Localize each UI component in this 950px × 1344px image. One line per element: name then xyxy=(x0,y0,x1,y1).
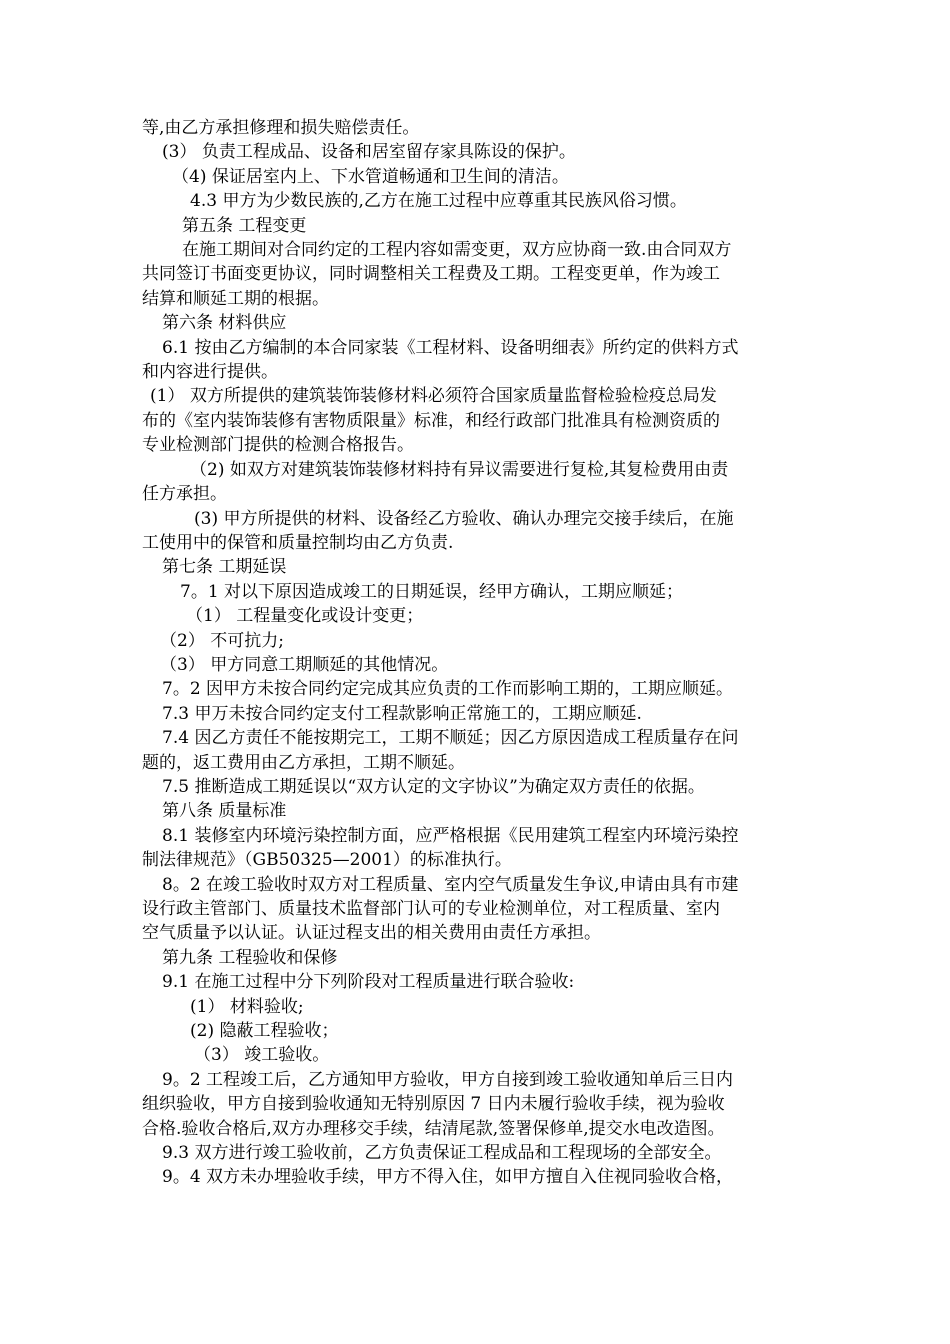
paragraph-line: 和内容进行提供。 xyxy=(142,362,278,383)
section-heading: 第五条 工程变更 xyxy=(182,215,307,236)
clause-item: 8.1 装修室内环境污染控制方面，应严格根据《民用建筑工程室内环境污染控 xyxy=(162,825,739,846)
clause-item: 4.3 甲方为少数民族的,乙方在施工过程中应尊重其民族风俗习惯。 xyxy=(190,191,687,212)
list-item: （2） 不可抗力; xyxy=(160,630,284,651)
paragraph-line: 题的，返工费用由乙方承担，工期不顺延。 xyxy=(142,752,465,773)
list-item: （1） 工程量变化或设计变更； xyxy=(186,606,424,627)
clause-item: 9。4 双方未办埋验收手续，甲方不得入住，如甲方擅自入住视同验收合格， xyxy=(162,1167,734,1188)
clause-item: 7.3 甲万未按合同约定支付工程款影响正常施工的，工期应顺延. xyxy=(162,703,642,724)
paragraph-line: 结算和顺延工期的根据。 xyxy=(142,288,329,309)
list-item: (1） 双方所提供的建筑装饰装修材料必须符合国家质量监督检验检疫总局发 xyxy=(150,386,717,407)
list-item: （3） 甲方同意工期顺延的其他情况。 xyxy=(160,654,449,675)
clause-item: 6.1 按由乙方编制的本合同家装《工程材料、设备明细表》所约定的供料方式 xyxy=(162,337,739,358)
section-heading: 第九条 工程验收和保修 xyxy=(162,947,338,968)
paragraph-line: 设行政主管部门、质量技术监督部门认可的专业检测单位，对工程质量、室内 xyxy=(142,899,720,919)
paragraph-line: 共同签订书面变更协议，同时调整相关工程费及工期。工程变更单，作为竣工 xyxy=(142,264,720,285)
clause-item: 7.4 因乙方责任不能按期完工，工期不顺延；因乙方原因造成工程质量存在问 xyxy=(162,728,739,749)
clause-item: 7.5 推断造成工期延误以“双方认定的文字协议”为确定双方责任的依据。 xyxy=(162,776,705,797)
clause-item: 9.3 双方进行竣工验收前，乙方负责保证工程成品和工程现场的全部安全。 xyxy=(162,1143,722,1164)
paragraph-line: 合格.验收合格后,双方办理移交手续，结清尾款,签署保修单,提交水电改造图。 xyxy=(142,1118,725,1139)
text-line: 等,由乙方承担修理和损失赔偿责任。 xyxy=(142,118,420,138)
list-item: （3） 竣工验收。 xyxy=(194,1045,330,1066)
list-item: (2) 隐蔽工程验收； xyxy=(190,1021,339,1042)
document-page xyxy=(142,116,812,1190)
section-heading: 第八条 质量标准 xyxy=(162,801,287,822)
paragraph-line: 任方承担。 xyxy=(142,484,227,505)
list-item: (1） 材料验收; xyxy=(190,996,304,1017)
paragraph-line: 布的《室内装饰装修有害物质限量》标准，和经行政部门批准具有检测资质的 xyxy=(142,410,720,431)
paragraph-line: 在施工期间对合同约定的工程内容如需变更，双方应协商一致.由合同双方 xyxy=(182,240,732,261)
clause-item: 7。1 对以下原因造成竣工的日期延误，经甲方确认，工期应顺延； xyxy=(180,581,684,602)
list-item: （4) 保证居室内上、下水管道畅通和卫生间的清洁。 xyxy=(172,166,569,187)
clause-item: 9.1 在施工过程中分下列阶段对工程质量进行联合验收: xyxy=(162,972,575,993)
section-heading: 第六条 材料供应 xyxy=(162,313,287,334)
clause-item: 9。2 工程竣工后，乙方通知甲方验收，甲方自接到竣工验收通知单后三日内 xyxy=(162,1069,734,1090)
list-item: (3） 负责工程成品、设备和居室留存家具陈设的保护。 xyxy=(162,142,576,163)
paragraph-line: 专业检测部门提供的检测合格报告。 xyxy=(142,435,414,456)
paragraph-line: 制法律规范》（GB50325—2001）的标准执行。 xyxy=(142,850,512,871)
paragraph-line: 工使用中的保管和质量控制均由乙方负责. xyxy=(142,532,454,553)
paragraph-line: 组织验收，甲方自接到验收通知无特别原因 7 日内未履行验收手续，视为验收 xyxy=(142,1094,725,1115)
section-heading: 第七条 工期延误 xyxy=(162,557,287,578)
list-item: （2) 如双方对建筑装饰装修材料持有异议需要进行复检,其复检费用由责 xyxy=(190,459,729,480)
paragraph-line: 空气质量予以认证。认证过程支出的相关费用由责任方承担。 xyxy=(142,923,601,944)
clause-item: 7。2 因甲方未按合同约定完成其应负责的工作而影响工期的，工期应顺延。 xyxy=(162,679,734,700)
list-item: (3) 甲方所提供的材料、设备经乙方验收、确认办理完交接手续后，在施 xyxy=(194,508,734,529)
clause-item: 8。2 在竣工验收时双方对工程质量、室内空气质量发生争议,申请由具有市建 xyxy=(162,874,739,895)
